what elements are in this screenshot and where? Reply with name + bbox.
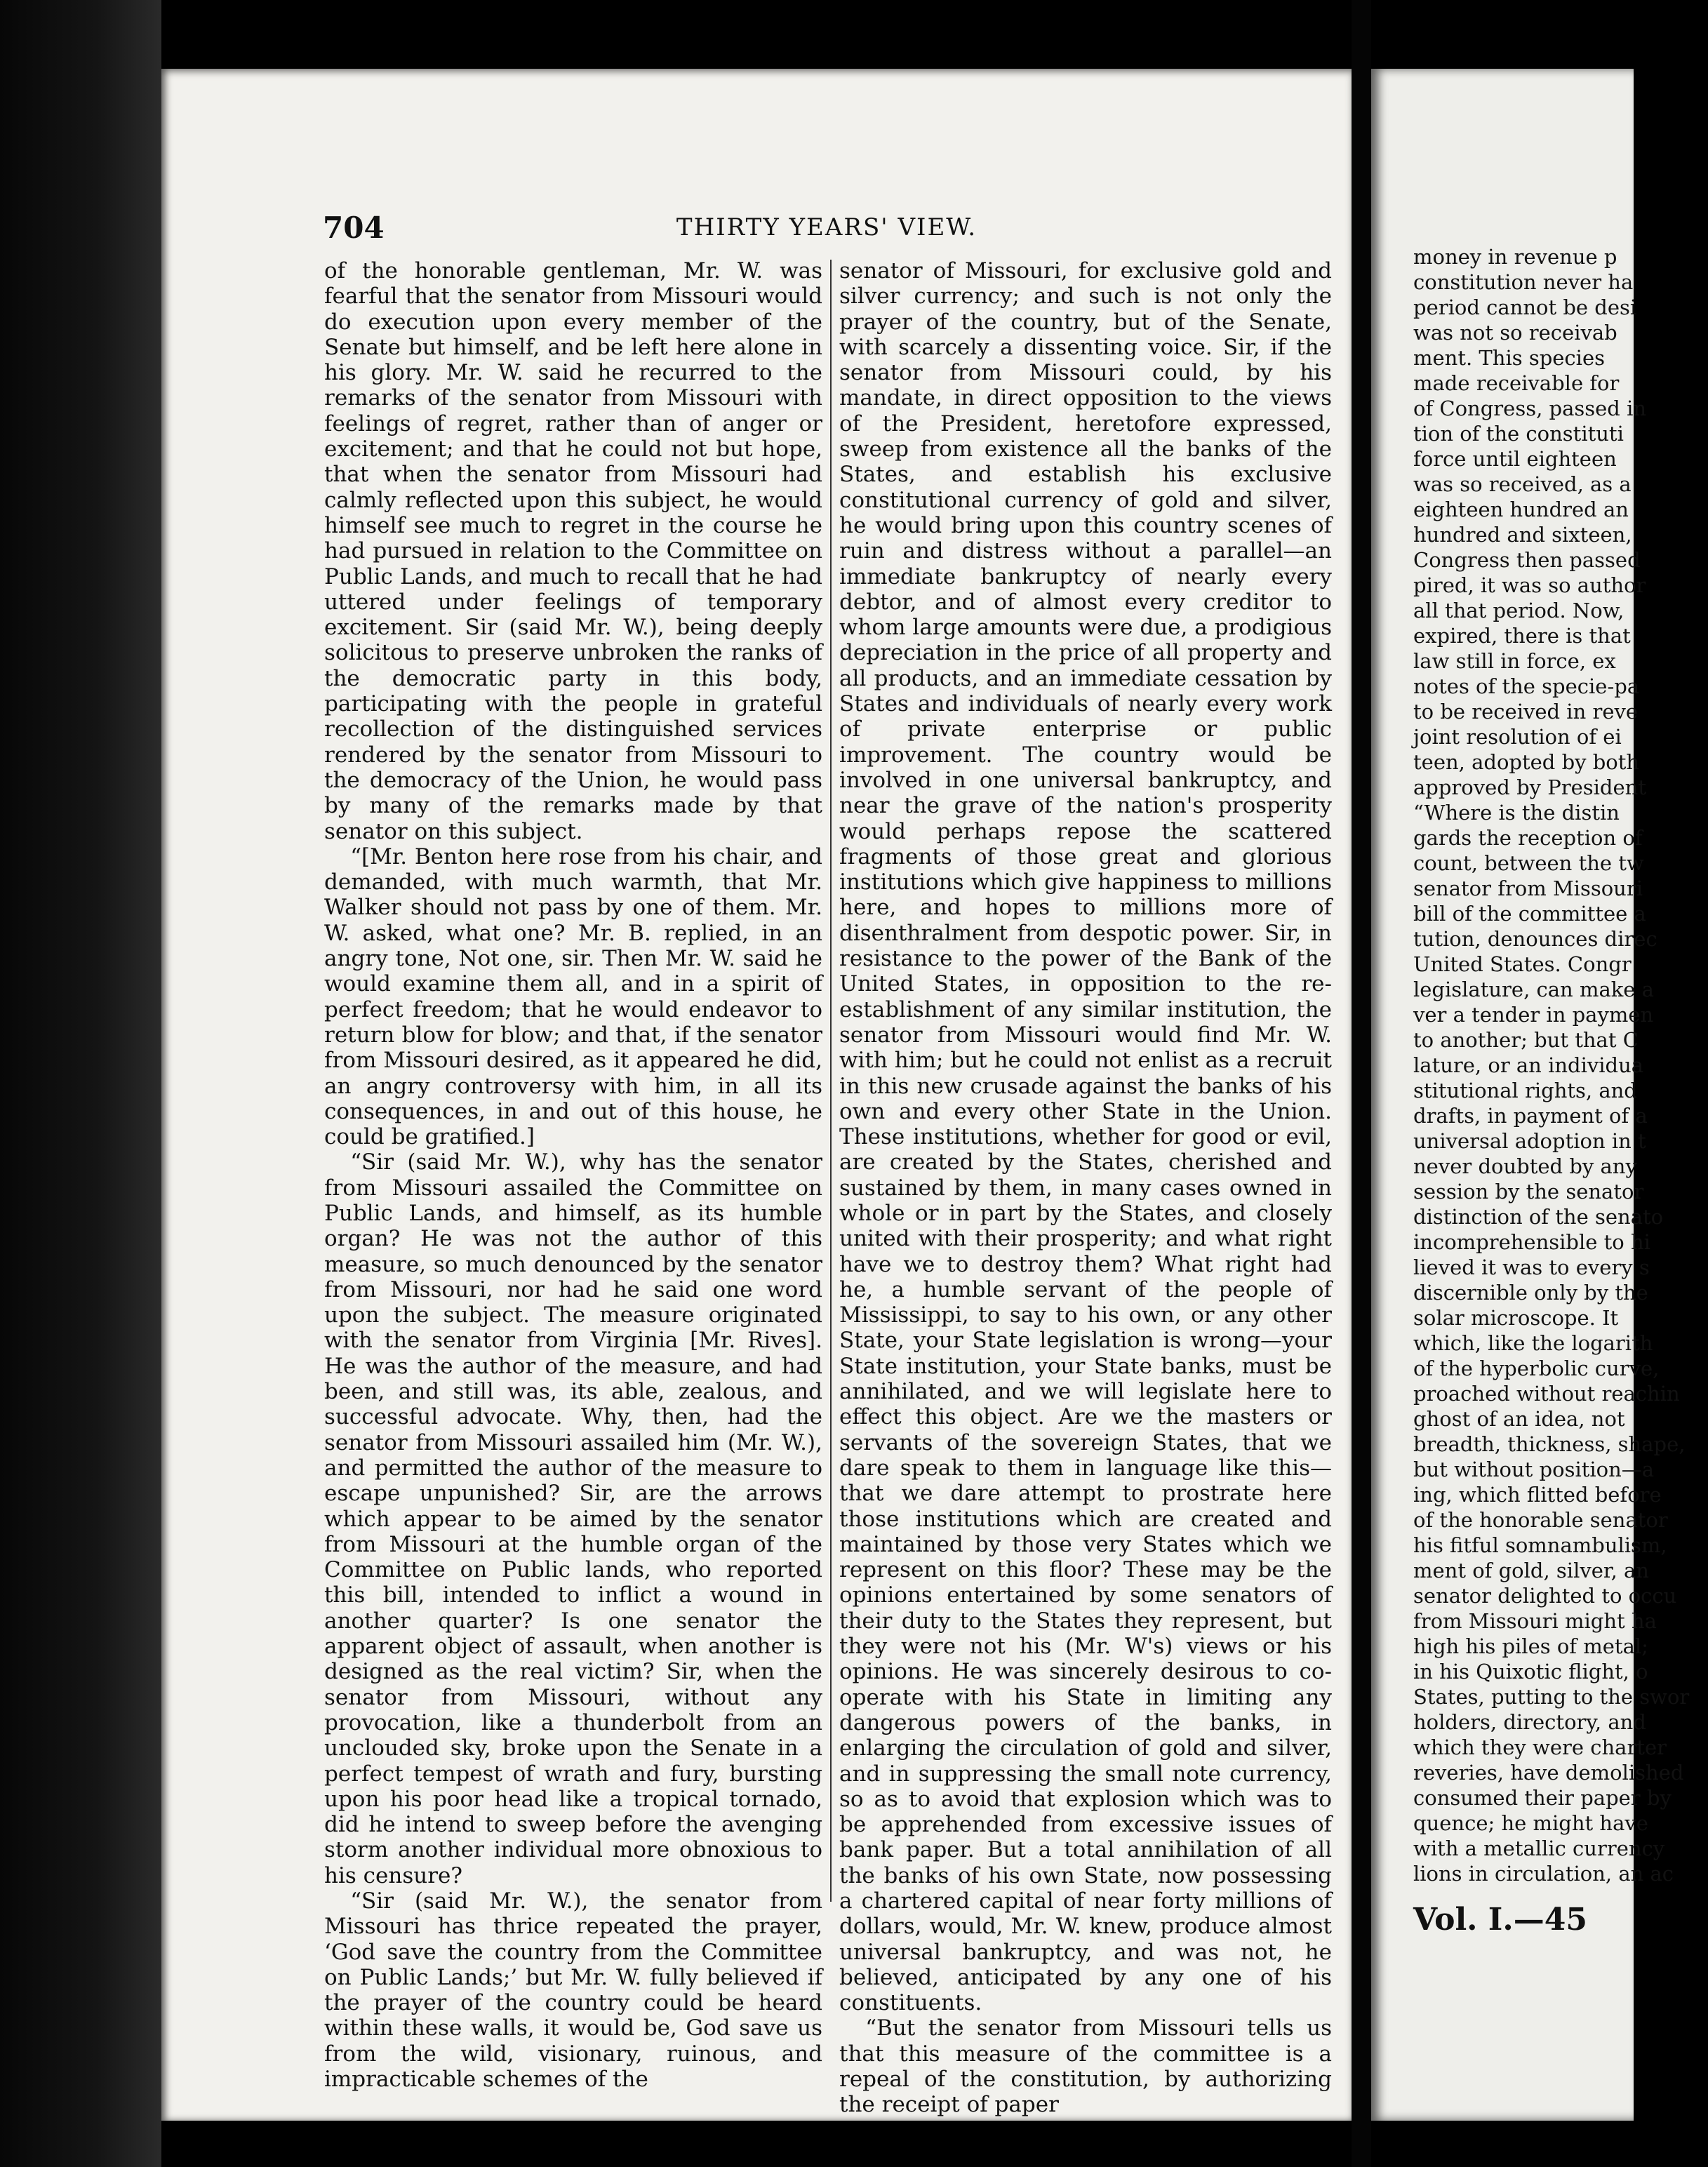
text-line: bill of the committee a bbox=[1413, 902, 1646, 926]
text-line: senator from Missouri bbox=[1413, 876, 1643, 900]
book-spine bbox=[1352, 0, 1371, 2167]
text-line: solar microscope. It bbox=[1413, 1306, 1619, 1330]
text-line: reveries, have demolished bbox=[1413, 1761, 1684, 1785]
paragraph: “Sir (said Mr. W.), the senator from Missouri has thrice repeated the prayer, ‘God save the country from the Committee on Public Lands;’ but Mr. W. fully believed if the prayer of the country could be heard within these walls, it would be, God save us from the wild, visionary, ruinous, and impracticable schemes of the bbox=[324, 1888, 822, 2093]
text-line: force until eighteen bbox=[1413, 447, 1617, 471]
text-line: high his piles of metal; bbox=[1413, 1634, 1648, 1658]
text-line: gards the reception of bbox=[1413, 826, 1643, 850]
text-line: ghost of an idea, not bbox=[1413, 1407, 1625, 1431]
text-line: distinction of the senato bbox=[1413, 1205, 1664, 1229]
text-line: ment. This species bbox=[1413, 346, 1605, 370]
text-line: all that period. Now, bbox=[1413, 599, 1624, 622]
paragraph: senator of Missouri, for exclusive gold and silver currency; and such is not only the prayer of the country, but of the Senate, with scarcely a dissenting voice. Sir, if the senator from Missouri could, by his mandate, in direct opposition to the views of the President, heretofore expressed, sweep from existence all the banks of the States, and establish his exclusive constitutional currency of gold and silver, he would bring upon this country scenes of ruin and distress without a parallel—an immediate bankruptcy of nearly every debtor, and of almost every creditor to whom large amounts were due, a prodigious depreciation in the price of all property and all products, and an immediate cessation by States and individuals of nearly every work of private enterprise or public improvement. The country would be involved in one universal bankruptcy, and near the grave of the nation's prosperity would perhaps repose the scattered fragments of those great and glorious institutions which give happiness to millions here, and hopes to millions more of disenthralment from despotic power. Sir, in resistance to the power of the Bank of the United States, in opposition to the re-establishment of any similar institution, the senator from Missouri would find Mr. W. with him; but he could not enlist as a recruit in this new crusade against the banks of his own and every other State in the Union. These institutions, whether for good or evil, are created by the States, cherished and sustained by them, in many cases owned in whole or in part by the States, and closely united with their prosperity; and what right have we to destroy them? What right had he, a humble servant of the people of Mississippi, to say to his own, or any other State, your State legislation is wrong—your State institution, your State banks, must be annihilated, and we will legislate here to effect this object. Are we the masters or servants of the sovereign States, that we dare speak to them in language like this—that we dare attempt to prostrate here those institutions which are created and maintained by those very States which we represent on this floor? These may be the opinions entertained by some senators of their duty to the States they represent, but they were not his (Mr. W's) views or his opinions. He was sincerely desirous to co-operate with his State in limiting any dangerous powers of the banks, in enlarging the circulation of gold and silver, and in suppressing the small note currency, so as to avoid that explosion which was to be apprehended from excessive issues of bank paper. But a total annihilation of all the banks of his own State, now possessing a chartered capital of near forty millions of dollars, would, Mr. W. knew, produce almost universal bankruptcy, and was not, he believed, anticipated by any one of his constituents. bbox=[839, 258, 1332, 2016]
text-line: ver a tender in paymen bbox=[1413, 1003, 1654, 1027]
text-line: hundred and sixteen, bbox=[1413, 523, 1632, 547]
text-line: tution, denounces direc bbox=[1413, 927, 1657, 951]
right-page-fragment bbox=[1371, 69, 1690, 2121]
paragraph: of the honorable gentleman, Mr. W. was fearful that the senator from Missouri would do execution upon every member of the Senate but himself, and be left here alone in his glory. Mr. W. said he recurred to the remarks of the senator from Missouri with feelings of regret, rather than of anger or excitement; and that he could not but hope, that when the senator from Missouri had calmly reflected upon this subject, he would himself see much to regret in the course he had pursued in relation to the Committee on Public Lands, and much to recall that he had uttered under feelings of temporary excitement. Sir (said Mr. W.), being deeply solicitous to preserve unbroken the ranks of the democratic party in this body, participating with the people in grateful recollection of the distinguished services rendered by the senator from Missouri to the democracy of the Union, he would pass by many of the remarks made by that senator on this subject. bbox=[324, 258, 822, 844]
text-line: tion of the constituti bbox=[1413, 422, 1624, 446]
text-line: holders, directory, and bbox=[1413, 1710, 1646, 1734]
book-edge-left bbox=[0, 0, 161, 2167]
text-line: period cannot be desi bbox=[1413, 295, 1637, 319]
text-line: proached without reachin bbox=[1413, 1382, 1680, 1406]
text-line: legislature, can make a bbox=[1413, 978, 1654, 1001]
text-line: his fitful somnambulism, bbox=[1413, 1533, 1667, 1557]
paragraph: “But the senator from Missouri tells us that this measure of the committee is a repeal of the constitution, by authorizing the receipt of paper bbox=[839, 2015, 1332, 2118]
text-line: Congress then passed bbox=[1413, 548, 1641, 572]
text-line: “Where is the distin bbox=[1413, 801, 1620, 825]
text-line: joint resolution of ei bbox=[1413, 725, 1622, 749]
text-line: expired, there is that bbox=[1413, 624, 1631, 648]
text-line: which they were charter bbox=[1413, 1735, 1667, 1759]
text-line: but without position—a bbox=[1413, 1458, 1655, 1481]
text-line: law still in force, ex bbox=[1413, 649, 1616, 673]
text-line: ment of gold, silver, an bbox=[1413, 1559, 1649, 1582]
text-line: drafts, in payment of a bbox=[1413, 1104, 1648, 1128]
text-line: of Congress, passed in bbox=[1413, 396, 1647, 420]
text-line: notes of the specie-pa bbox=[1413, 674, 1640, 698]
text-line: breadth, thickness, shape, bbox=[1413, 1432, 1686, 1456]
text-line: of the hyperbolic curve, bbox=[1413, 1356, 1660, 1380]
text-line: States, putting to the swor bbox=[1413, 1685, 1690, 1709]
text-line: teen, adopted by both bbox=[1413, 750, 1640, 774]
text-line: lions in circulation, an ac bbox=[1413, 1862, 1674, 1886]
left-column bbox=[324, 258, 822, 2092]
text-line: was not so receivab bbox=[1413, 321, 1617, 345]
middle-column bbox=[839, 258, 1332, 2118]
text-line: approved by President bbox=[1413, 775, 1646, 799]
text-line: ing, which flitted before bbox=[1413, 1483, 1662, 1507]
text-line: in his Quixotic flight, o bbox=[1413, 1660, 1648, 1683]
paragraph: “[Mr. Benton here rose from his chair, and demanded, with much warmth, that Mr. Walker should not pass by one of them. Mr. W. asked, what one? Mr. B. replied, in an angry tone, Not one, sir. Then Mr. W. said he would examine them all, and in a spirit of perfect freedom; that he would endeavor to return blow for blow; and that, if the senator from Missouri desired, as it appeared he did, an angry controversy with him, in all its consequences, in and out of this house, he could be gratified.] bbox=[324, 844, 822, 1150]
text-line: to another; but that C bbox=[1413, 1028, 1639, 1052]
text-line: with a metallic currency bbox=[1413, 1836, 1665, 1860]
text-line: pired, it was so author bbox=[1413, 573, 1646, 597]
text-line: universal adoption in t bbox=[1413, 1129, 1646, 1153]
text-line: money in revenue p bbox=[1413, 245, 1617, 269]
text-line: was so received, as a bbox=[1413, 472, 1632, 496]
text-line: United States. Congr bbox=[1413, 952, 1632, 976]
text-line: to be received in reve bbox=[1413, 700, 1639, 724]
right-page-lines bbox=[1413, 244, 1708, 1886]
text-line: session by the senator bbox=[1413, 1180, 1644, 1203]
text-line: lature, or an individua bbox=[1413, 1053, 1644, 1077]
text-line: consumed their paper by bbox=[1413, 1786, 1672, 1810]
column-rule bbox=[830, 260, 832, 1902]
text-line: made receivable for bbox=[1413, 371, 1620, 395]
text-line: discernible only by the bbox=[1413, 1281, 1648, 1305]
text-line: never doubted by any bbox=[1413, 1154, 1637, 1178]
signature-mark: Vol. I.—45 bbox=[1413, 1902, 1587, 1938]
text-line: from Missouri might ha bbox=[1413, 1609, 1657, 1633]
text-line: quence; he might have bbox=[1413, 1811, 1648, 1835]
text-line: lieved it was to every s bbox=[1413, 1255, 1650, 1279]
text-line: senator delighted to occu bbox=[1413, 1584, 1677, 1608]
text-line: eighteen hundred an bbox=[1413, 498, 1629, 521]
text-line: of the honorable senator bbox=[1413, 1508, 1668, 1532]
paragraph: “Sir (said Mr. W.), why has the senator from Missouri assailed the Committee on Public Lands, and himself, as its humble organ? He was not the author of this measure, so much denounced by the senator from Missouri, nor had he said one word upon the subject. The measure originated with the senator from Virginia [Mr. Rives]. He was the author of the measure, and had been, and still was, its able, zealous, and successful advocate. Why, then, had the senator from Missouri assailed him (Mr. W.), and permitted the author of the measure to escape unpunished? Sir, are the arrows which appear to be aimed by the senator from Missouri at the humble organ of the Committee on Public lands, who reported this bill, intended to inflict a wound in another quarter? Is one senator the apparent object of assault, when another is designed as the real victim? Sir, when the senator from Missouri, without any provocation, like a thunderbolt from an unclouded sky, broke upon the Senate in a perfect tempest of wrath and fury, bursting upon his poor head like a tropical tornado, did he intend to sweep before the avenging storm another individual more obnoxious to his censure? bbox=[324, 1149, 822, 1888]
text-line: incomprehensible to hi bbox=[1413, 1230, 1650, 1254]
text-line: count, between the tw bbox=[1413, 851, 1644, 875]
running-head bbox=[323, 211, 1330, 253]
page-number: 704 bbox=[323, 211, 385, 245]
text-line: stitutional rights, and bbox=[1413, 1079, 1637, 1102]
running-head-title: THIRTY YEARS' VIEW. bbox=[676, 213, 978, 241]
text-line: constitution never ha bbox=[1413, 270, 1634, 294]
text-line: which, like the logarith bbox=[1413, 1331, 1653, 1355]
